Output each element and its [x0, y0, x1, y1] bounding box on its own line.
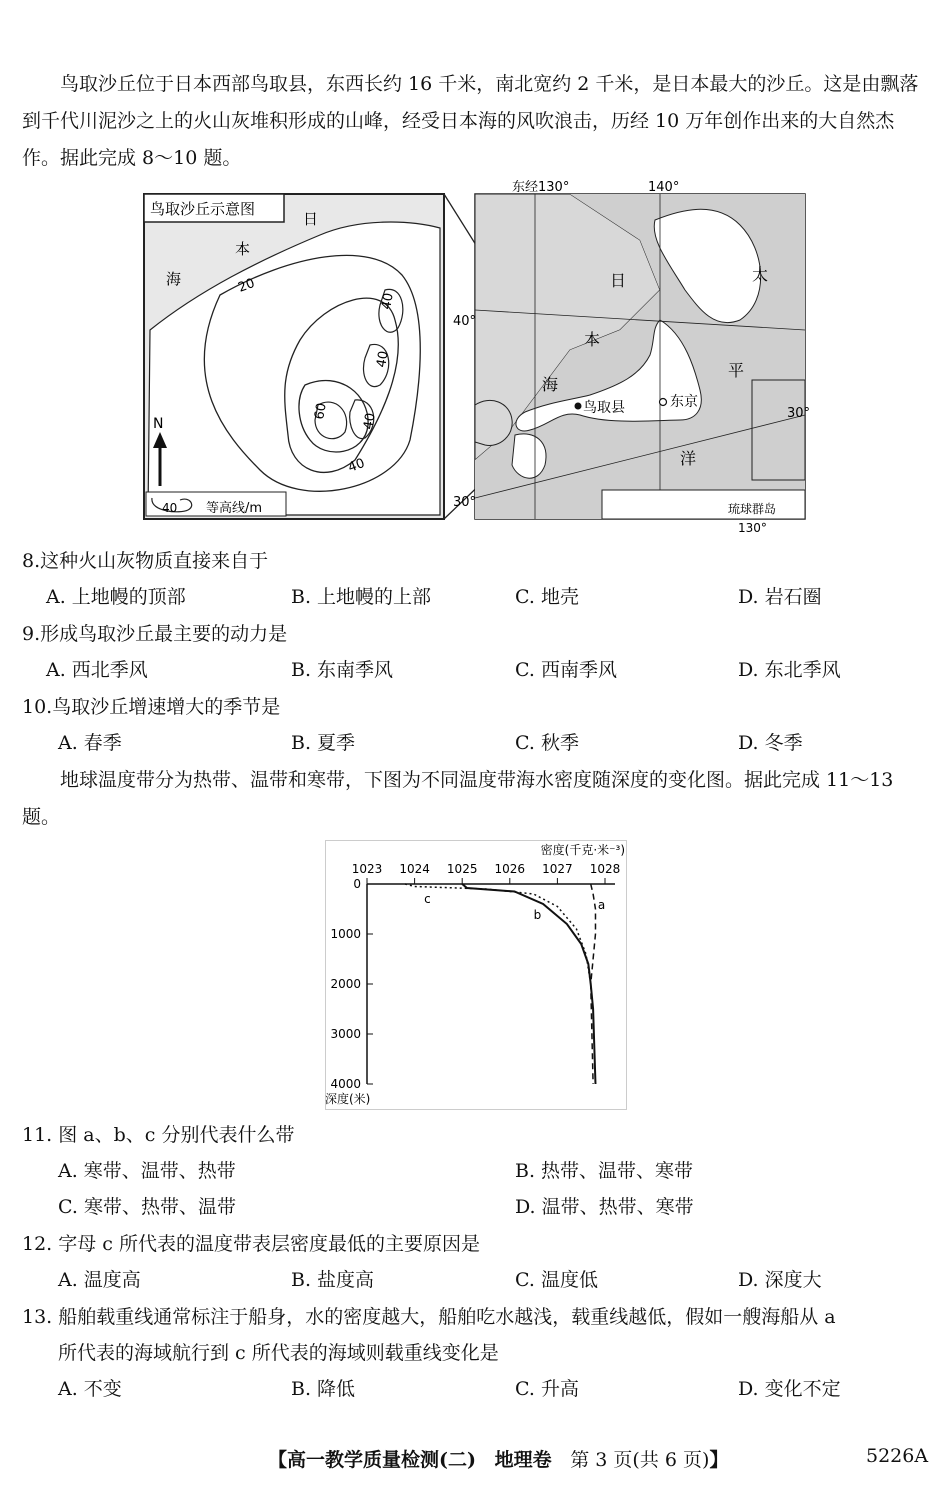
footer-page: 第 3 页(共 6 页) [570, 1449, 710, 1471]
footer-subject: 地理卷 [494, 1449, 552, 1471]
x-tick-label: 1027 [542, 862, 573, 876]
q13-option-b: B. 降低 [291, 1378, 356, 1400]
y-tick-label: 1000 [330, 927, 361, 941]
y-tick-label: 2000 [330, 977, 361, 991]
lat-30-left: 30° [453, 495, 477, 510]
q11-option-c: C. 寒带、热带、温带 [58, 1196, 236, 1218]
q13-stem-line1: 13. 船舶载重线通常标注于船身，水的密度越大，船舶吃水越浅，载重线越低，假如一艘海船从 a [22, 1306, 836, 1328]
dune-map-title: 鸟取沙丘示意图 [150, 200, 256, 218]
svg-text:日: 日 [610, 271, 627, 290]
q10-option-b: B. 夏季 [291, 732, 356, 754]
q11-option-d: D. 温带、热带、寒带 [515, 1196, 694, 1218]
q9-option-b: B. 东南季风 [291, 659, 394, 681]
legend-label: 等高线/m [206, 501, 263, 516]
x-tick-label: 1024 [399, 862, 430, 876]
series-label-c: c [424, 892, 431, 906]
svg-text:太: 太 [752, 265, 769, 284]
dune-map [144, 194, 444, 519]
q11-stem: 11. 图 a、b、c 分别代表什么带 [22, 1124, 295, 1146]
density-chart [325, 840, 627, 1110]
tokyo-label: 东京 [670, 394, 698, 410]
q9-option-c: C. 西南季风 [515, 659, 617, 681]
q8-option-a: A. 上地幔的顶部 [46, 586, 186, 608]
q10-option-a: A. 春季 [58, 732, 122, 754]
q8-option-c: C. 地壳 [515, 586, 579, 608]
inset-label: 琉球群岛 [728, 502, 777, 516]
series-label-b: b [533, 908, 542, 922]
x-tick-label: 1028 [589, 862, 621, 876]
map-left-sea-2: 本 [235, 240, 251, 258]
y-tick-label: 0 [353, 877, 361, 891]
north-label: N [153, 416, 164, 432]
contour-label-20: 20 [236, 276, 257, 296]
q10-option-c: C. 秋季 [515, 732, 579, 754]
q11-option-a: A. 寒带、温带、热带 [58, 1160, 236, 1182]
tottori-marker [575, 403, 582, 410]
y-tick-label: 3000 [330, 1027, 361, 1041]
svg-text:60: 60 [312, 401, 330, 421]
q8-stem: 8.这种火山灰物质直接来自于 [22, 550, 269, 572]
q12-option-c: C. 温度低 [515, 1269, 598, 1291]
lon-140: 140° [648, 180, 680, 195]
svg-text:40: 40 [346, 456, 367, 476]
q9-option-a: A. 西北季风 [46, 659, 148, 681]
svg-text:平: 平 [728, 361, 745, 380]
svg-text:40: 40 [162, 501, 178, 515]
tottori-label: 鸟取县 [583, 400, 625, 416]
q8-option-d: D. 岩石圈 [738, 586, 822, 608]
q9-stem: 9.形成鸟取沙丘最主要的动力是 [22, 623, 288, 645]
tottori-map-figure [140, 180, 810, 536]
footer-code: 5226A [866, 1445, 929, 1467]
passage-2: 地球温度带分为热带、温带和寒带，下图为不同温度带海水密度随深度的变化图。据此完成 11～13 题。 [22, 769, 894, 828]
q13-option-a: A. 不变 [58, 1378, 122, 1400]
tokyo-marker [660, 399, 667, 406]
series-label-a: a [597, 898, 606, 912]
lat-40: 40° [453, 314, 477, 329]
q12-stem: 12. 字母 c 所代表的温度带表层密度最低的主要原因是 [22, 1233, 480, 1255]
lon-130: 东经130° [512, 180, 570, 195]
y-tick-label: 4000 [330, 1077, 361, 1091]
q13-option-d: D. 变化不定 [738, 1378, 841, 1400]
svg-text:海: 海 [542, 375, 559, 394]
svg-text:40: 40 [361, 411, 379, 431]
svg-text:本: 本 [584, 330, 601, 349]
lat-30-right: 30° [787, 406, 810, 421]
q12-option-a: A. 温度高 [58, 1269, 141, 1291]
japan-map [453, 180, 810, 535]
q12-option-d: D. 深度大 [738, 1269, 822, 1291]
y-axis-label: 深度(米) [325, 1092, 371, 1106]
bottom-lon-130: 130° [738, 521, 767, 535]
q13-option-c: C. 升高 [515, 1378, 579, 1400]
q13-stem-line2: 所代表的海域航行到 c 所代表的海域则载重线变化是 [58, 1342, 499, 1364]
x-tick-label: 1025 [446, 862, 478, 876]
q8-option-b: B. 上地幔的上部 [291, 586, 432, 608]
svg-text:40: 40 [374, 349, 392, 369]
map-left-sea-1: 日 [303, 210, 319, 228]
q9-option-d: D. 东北季风 [738, 659, 841, 681]
svg-text:洋: 洋 [680, 449, 697, 468]
svg-text:40: 40 [379, 291, 397, 311]
x-tick-label: 1026 [494, 862, 526, 876]
q11-option-b: B. 热带、温带、寒带 [515, 1160, 694, 1182]
x-axis-label: 密度(千克·米⁻³) [540, 843, 625, 857]
map-left-sea-3: 海 [166, 270, 182, 288]
q12-option-b: B. 盐度高 [291, 1269, 375, 1291]
footer-title: 高一教学质量检测(二) [287, 1449, 476, 1471]
q10-stem: 10.鸟取沙丘增速增大的季节是 [22, 696, 281, 718]
x-tick-label: 1023 [351, 862, 383, 876]
q10-option-d: D. 冬季 [738, 732, 803, 754]
passage-1: 鸟取沙丘位于日本西部鸟取县，东西长约 16 千米，南北宽约 2 千米，是日本最大的沙丘。这是由飘落到千代川泥沙之上的火山灰堆积形成的山峰，经受日本海的风吹浪击，历经 10 万年创作出来的大自然杰作。据此完成 8～10 题。 [22, 73, 919, 169]
